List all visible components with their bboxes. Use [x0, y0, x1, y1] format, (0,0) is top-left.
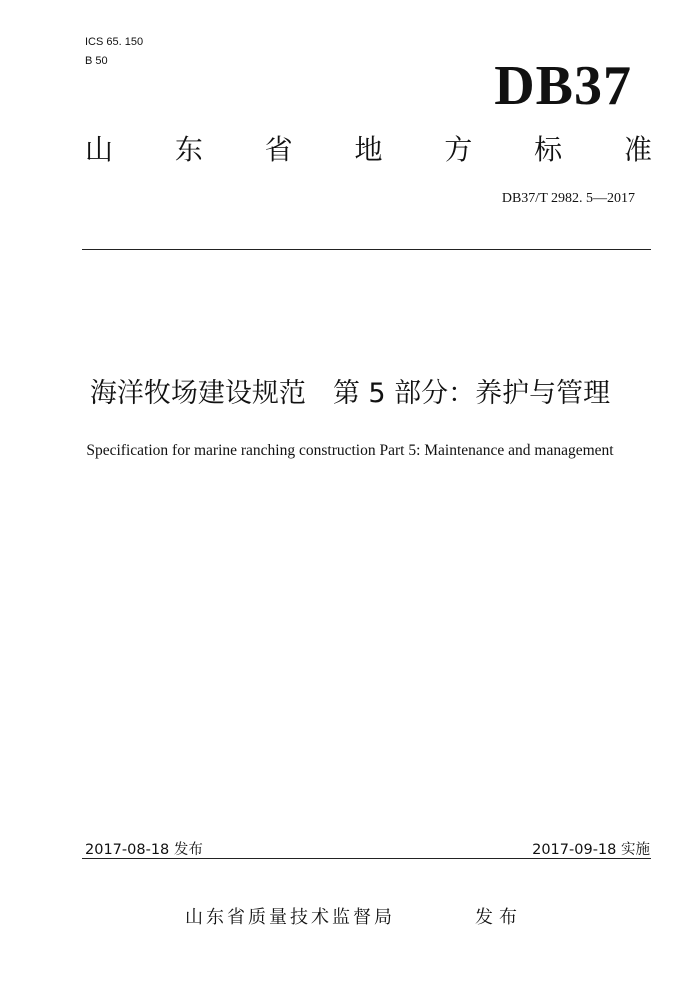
standard-number: DB37/T 2982. 5—2017 — [501, 191, 635, 206]
issue-date: 2017-08-18 发布 — [85, 842, 203, 858]
document-title-english: Specification for marine ranching construction Part 5: Maintenance and management — [86, 442, 614, 459]
standard-type-char: 地 — [354, 133, 383, 166]
top-divider — [82, 249, 651, 250]
standard-type-char: 山 — [85, 133, 114, 166]
standard-type-char: 东 — [174, 133, 203, 166]
standard-type-char: 省 — [264, 133, 293, 166]
standard-type-char: 准 — [623, 133, 652, 166]
standard-code-logo: DB37 — [494, 55, 632, 117]
standard-type-heading — [85, 133, 652, 166]
publish-label: 发布 — [475, 907, 523, 928]
bottom-divider — [82, 858, 651, 859]
ics-code: ICS 65. 150 — [85, 36, 144, 48]
issuing-authority: 山东省质量技术监督局 — [185, 907, 395, 928]
classification-code: B 50 — [85, 55, 108, 67]
implementation-date: 2017-09-18 实施 — [532, 842, 650, 858]
standard-type-char: 标 — [534, 133, 563, 166]
standard-type-char: 方 — [444, 133, 473, 166]
document-title-chinese: 海洋牧场建设规范 第 5 部分：养护与管理 — [89, 378, 611, 409]
